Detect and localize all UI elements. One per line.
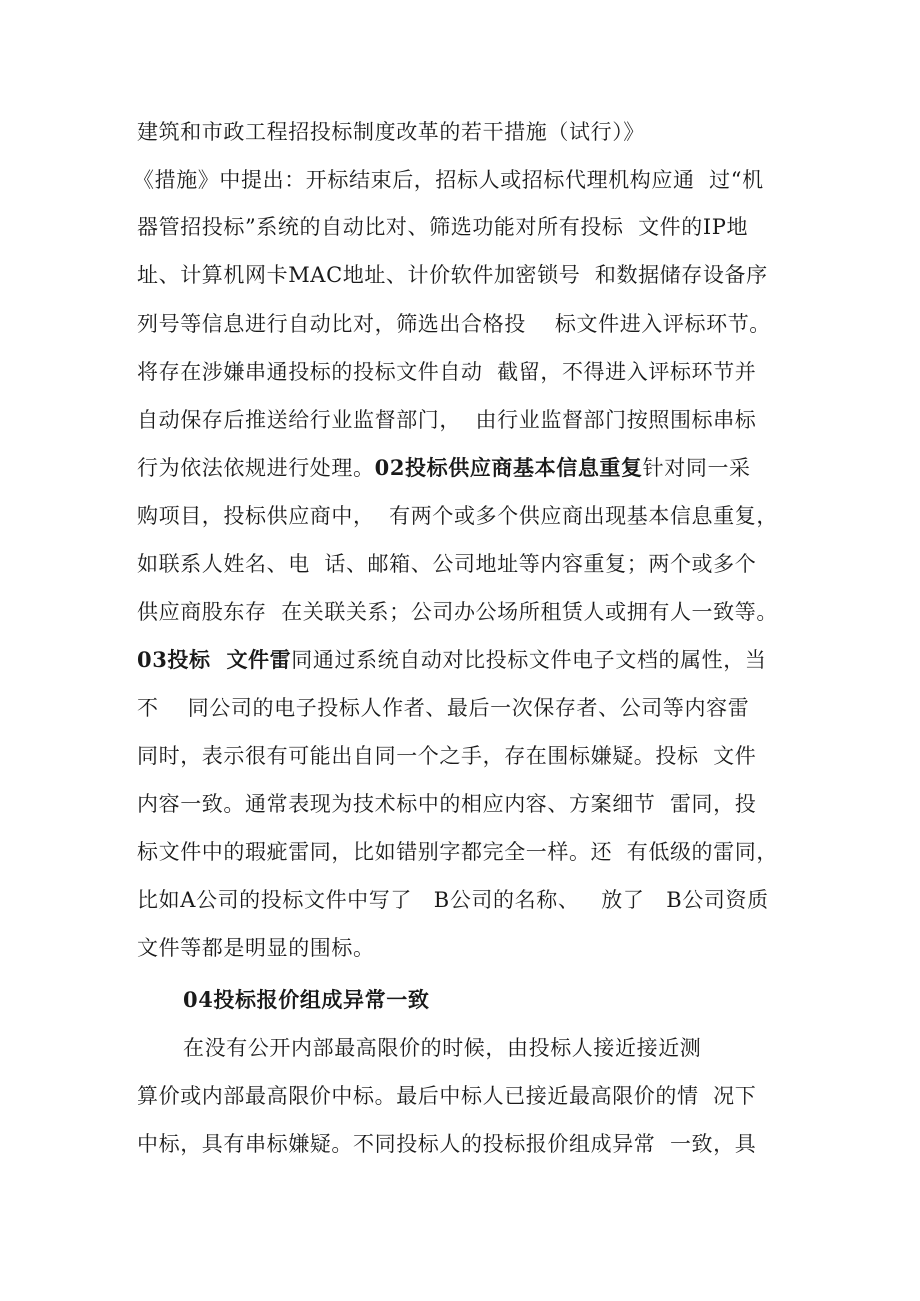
paragraph-line-12 [137, 645, 766, 675]
line-12-text: 同通过系统自动对比投标文件电子文档的属性，当 [291, 648, 767, 672]
paragraph-line-3: 器管招投标”系统的自动比对、筛选功能对所有投标 文件的IP地 [137, 215, 749, 239]
paragraph-line-6: 将存在涉嫌串通投标的投标文件自动 截留，不得进入评标环节并 [137, 360, 757, 384]
paragraph-line-21: 中标，具有串标嫌疑。不同投标人的投标报价组成异常 一致，具 [137, 1132, 757, 1156]
paragraph-line-18: 文件等都是明显的围标。 [137, 936, 375, 960]
paragraph-line-4: 址、计算机网卡MAC地址、计价软件加密锁号 和数据储存设备序 [137, 263, 768, 287]
paragraph-line-7: 自动保存后推送给行业监督部门， 由行业监督部门按照围标串标 [137, 408, 757, 432]
paragraph-line-11: 供应商股东存 在关联关系；公司办公场所租赁人或拥有人一致等。 [137, 600, 778, 624]
paragraph-line-10: 如联系人姓名、电 话、邮箱、公司地址等内容重复；两个或多个 [137, 552, 757, 576]
heading-02: 02投标供应商基本信息重复 [374, 455, 643, 480]
heading-03: 03投标 文件雷 [137, 647, 292, 672]
heading-04-text: 04投标报价组成异常一致 [183, 987, 430, 1012]
paragraph-line-20: 算价或内部最高限价中标。最后中标人已接近最高限价的情 况下 [137, 1084, 757, 1108]
heading-04 [183, 985, 429, 1015]
paragraph-line-17: 比如A公司的投标文件中写了 B公司的名称、 放了 B公司资质 [137, 888, 769, 912]
paragraph-line-16: 标文件中的瑕疵雷同，比如错别字都完全一样。还 有低级的雷同， [137, 840, 778, 864]
paragraph-line-19: 在没有公开内部最高限价的时候，由投标人接近接近测 [183, 1036, 702, 1060]
paragraph-line-5: 列号等信息进行自动比对，筛选出合格投 标文件进入评标环节。 [137, 312, 771, 336]
line-8-text: 行为依法依规进行处理。 [137, 456, 375, 480]
paragraph-line-1: 建筑和市政工程招投标制度改革的若干措施（试行）》 [137, 120, 645, 144]
paragraph-line-2: 《措施》中提出：开标结束后，招标人或招标代理机构应通 过“机 [133, 168, 764, 192]
paragraph-line-13: 不 同公司的电子投标人作者、最后一次保存者、公司等内容雷 [137, 696, 750, 720]
line-8-tail: 针对同一采 [642, 456, 751, 480]
paragraph-line-15: 内容一致。通常表现为技术标中的相应内容、方案细节 雷同，投 [137, 792, 757, 816]
paragraph-line-9: 购项目，投标供应商中， 有两个或多个供应商出现基本信息重复， [137, 504, 778, 528]
paragraph-line-14: 同时，表示很有可能出自同一个之手，存在围标嫌疑。投标 文件 [137, 744, 757, 768]
paragraph-line-8 [137, 453, 751, 483]
